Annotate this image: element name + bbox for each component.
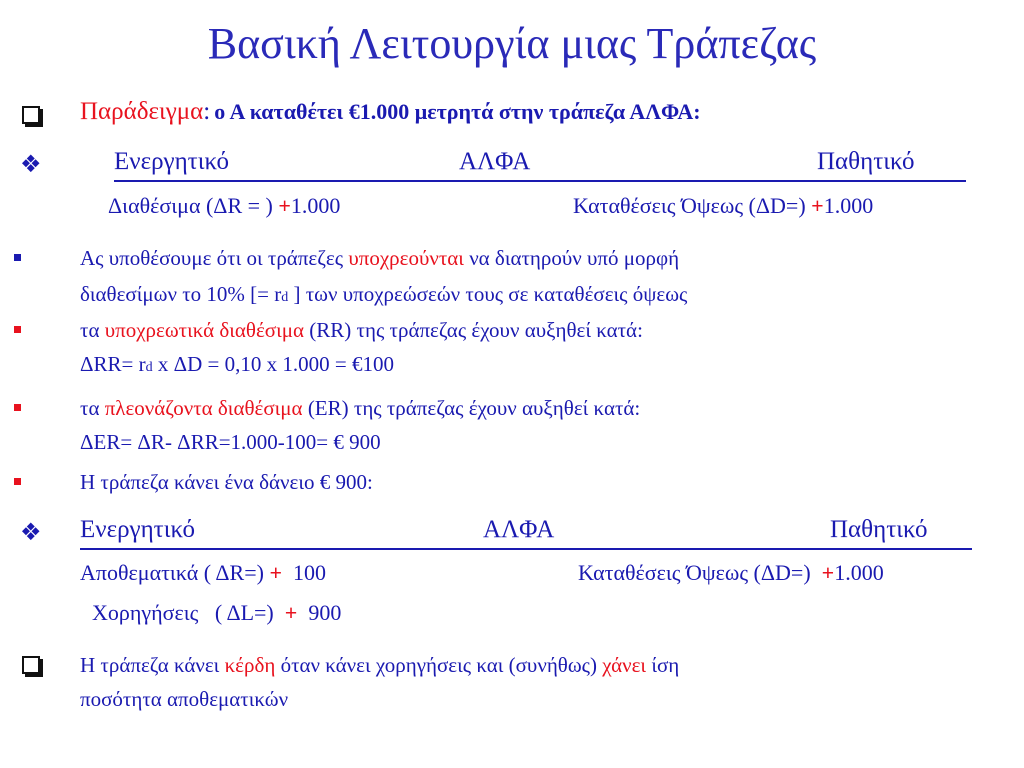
deposits-label: Καταθέσεις Όψεως (ΔD=) <box>578 560 811 585</box>
conclusion-line-1 <box>80 653 679 678</box>
highlight-text: υποχρεούνται <box>348 246 464 270</box>
table2-asset-row-2 <box>92 600 341 626</box>
assets-heading-1: Ενεργητικό <box>114 148 229 175</box>
example-label: Παράδειγμα <box>80 98 204 125</box>
example-line <box>80 98 701 126</box>
text: (RR) της τράπεζας έχουν αυξηθεί κατά: <box>309 318 643 342</box>
bullet-1-line-1 <box>80 246 679 271</box>
bullet-3-line-2: ΔER= ΔR- ΔRR=1.000-100= € 900 <box>80 430 381 454</box>
four-diamond-icon: ❖ <box>20 518 42 546</box>
square-bullet-icon <box>14 404 21 411</box>
square-bullet-icon <box>14 326 21 333</box>
text: όταν κάνει χορηγήσεις και (συνήθως) <box>280 653 597 677</box>
example-text: ο Α καταθέτει €1.000 μετρητά στην τράπεζα ΑΛΦΑ: <box>214 99 701 124</box>
reserves-value: 1.000 <box>290 193 341 218</box>
subscript: d <box>281 290 289 305</box>
liabilities-heading-1: Παθητικό <box>817 148 915 175</box>
text: ] των υποχρεώσεών τους σε καταθέσεις όψεως <box>293 282 688 306</box>
square-bullet-icon <box>14 478 21 485</box>
text: ίση <box>651 653 680 677</box>
text: ΔRR= r <box>80 352 146 376</box>
text: διαθεσίμων το 10% [= r <box>80 282 282 306</box>
balance-sheet-2-header <box>80 516 972 550</box>
plus-sign: + <box>284 600 298 625</box>
example-colon: : <box>203 98 211 125</box>
table2-asset-row-1 <box>80 560 326 586</box>
assets-heading-2: Ενεργητικό <box>80 516 195 543</box>
reserves-label: Αποθεματικά ( ΔR=) <box>80 560 264 585</box>
text: (ER) της τράπεζας έχουν αυξηθεί κατά: <box>307 396 641 420</box>
text: να διατηρούν υπό μορφή <box>469 246 680 270</box>
bank-heading-1: ΑΛΦΑ <box>459 148 531 175</box>
bullet-3-line-1 <box>80 396 640 421</box>
text: τα <box>80 318 100 342</box>
table1-asset-row <box>108 193 340 219</box>
four-diamond-icon: ❖ <box>20 150 42 178</box>
balance-sheet-1-header <box>114 148 966 182</box>
deposits-value: 1.000 <box>834 560 884 585</box>
table1-liability-row <box>573 193 873 219</box>
checkbox-bullet-icon <box>22 106 40 124</box>
reserves-value: 100 <box>293 560 326 585</box>
square-bullet-icon <box>14 254 21 261</box>
highlight-text: κέρδη <box>224 653 276 677</box>
liabilities-heading-2: Παθητικό <box>830 516 928 543</box>
loans-value: 900 <box>308 600 342 625</box>
subscript: d <box>145 360 153 375</box>
plus-sign: + <box>811 193 824 218</box>
text: Η τράπεζα κάνει <box>80 653 220 677</box>
loans-label: Χορηγήσεις ( ΔL=) <box>92 600 274 625</box>
deposits-label: Καταθέσεις Όψεως (ΔD=) <box>573 193 806 218</box>
page-title: Βασική Λειτουργία μιας Τράπεζας <box>207 19 817 68</box>
bullet-4-text: Η τράπεζα κάνει ένα δάνειο € 900: <box>80 470 373 494</box>
highlight-text: υποχρεωτικά διαθέσιμα <box>104 318 305 342</box>
text: Ας υποθέσουμε ότι οι τράπεζες <box>80 246 344 270</box>
checkbox-bullet-icon <box>22 656 40 674</box>
deposits-value: 1.000 <box>823 193 874 218</box>
bullet-1-line-2 <box>80 282 687 307</box>
text: x ΔD = 0,10 x 1.000 = €100 <box>157 352 394 376</box>
plus-sign: + <box>278 193 291 218</box>
highlight-text: πλεονάζοντα διαθέσιμα <box>104 396 303 420</box>
plus-sign: + <box>821 560 835 585</box>
bullet-2-line-1 <box>80 318 643 343</box>
highlight-text: χάνει <box>602 653 647 677</box>
conclusion-line-2: ποσότητα αποθεματικών <box>80 687 289 711</box>
bank-heading-2: ΑΛΦΑ <box>483 516 555 543</box>
text: τα <box>80 396 100 420</box>
table2-liability-row-1 <box>578 560 884 586</box>
reserves-label: Διαθέσιμα (ΔR = ) <box>108 193 273 218</box>
plus-sign: + <box>269 560 282 585</box>
bullet-2-line-2 <box>80 352 394 377</box>
